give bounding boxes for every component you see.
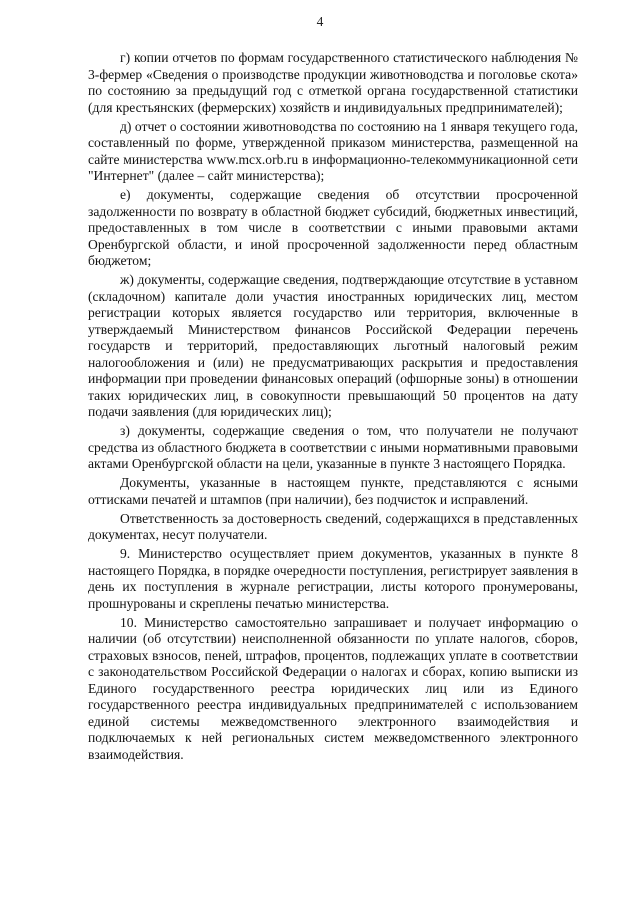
paragraph-documents-requirements: Документы, указанные в настоящем пункте, представляются с ясными оттисками печатей и штампов (при наличии), без подчисток и исправлений. <box>88 475 578 507</box>
page-number: 4 <box>316 14 324 29</box>
paragraph-clause-10: 10. Министерство самостоятельно запрашивает и получает информацию о наличии (об отсутствии) неисполненной обязанности по уплате налогов, сборов, страховых взносов, пеней, штрафов, процентов, подлежащих уплате в соответствии с законодательством Российской Федерации о налогах и сборах, копию выписки из Единого государственного реестра юридических лиц или из Единого государственного реестра индивидуальных предпринимателей с использованием единой системы межведомственного электронного взаимодействия и подключаемых к ней региональных систем межведомственного электронного взаимодействия. <box>88 614 578 762</box>
document-body <box>88 50 578 766</box>
paragraph-item-e: е) документы, содержащие сведения об отсутствии просроченной задолженности по возврату в областной бюджет субсидий, бюджетных инвестиций, предоставленных в том числе в соответствии с иными правовыми актами Оренбургской области, и иной просроченной задолженности перед областным бюджетом; <box>88 187 578 268</box>
paragraph-clause-9: 9. Министерство осуществляет прием документов, указанных в пункте 8 настоящего Порядка, в порядке очередности поступления, регистрирует заявления в день их поступления в журнале регистрации, листы которого пронумерованы, прошнурованы и скреплены печатью министерства. <box>88 546 578 611</box>
paragraph-responsibility: Ответственность за достоверность сведений, содержащихся в представленных документах, несут получатели. <box>88 510 578 542</box>
paragraph-item-g: г) копии отчетов по формам государственного статистического наблюдения № 3-фермер «Сведения о производстве продукции животноводства и поголовье скота» по состоянию за предыдущий год с отметкой органа государственной статистики (для крестьянских (фермерских) хозяйств и индивидуальных предпринимателей); <box>88 50 578 115</box>
paragraph-item-zh: ж) документы, содержащие сведения, подтверждающие отсутствие в уставном (складочном) капитале доли участия иностранных юридических лиц, местом регистрации которых является государство или территория, включенные в утверждаемый Министерством финансов Российской Федерации перечень государств и территорий, предоставляющих льготный налоговый режим налогообложения и (или) не предусматривающих раскрытия и предоставления информации при проведении финансовых операций (офшорные зоны) в отношении таких юридических лиц, в совокупности превышающий 50 процентов на дату подачи заявления (для юридических лиц); <box>88 272 578 419</box>
paragraph-item-z: з) документы, содержащие сведения о том, что получатели не получают средства из областного бюджета в соответствии с иными нормативными правовыми актами Оренбургской области на цели, указанные в пункте 3 настоящего Порядка. <box>88 423 578 471</box>
paragraph-item-d: д) отчет о состоянии животноводства по состоянию на 1 января текущего года, составленный по форме, утвержденной приказом министерства, размещенной на сайте министерства www.mcx.orb.ru в информационно-телекоммуникационной сети "Интернет" (далее – сайт министерства); <box>88 118 578 183</box>
